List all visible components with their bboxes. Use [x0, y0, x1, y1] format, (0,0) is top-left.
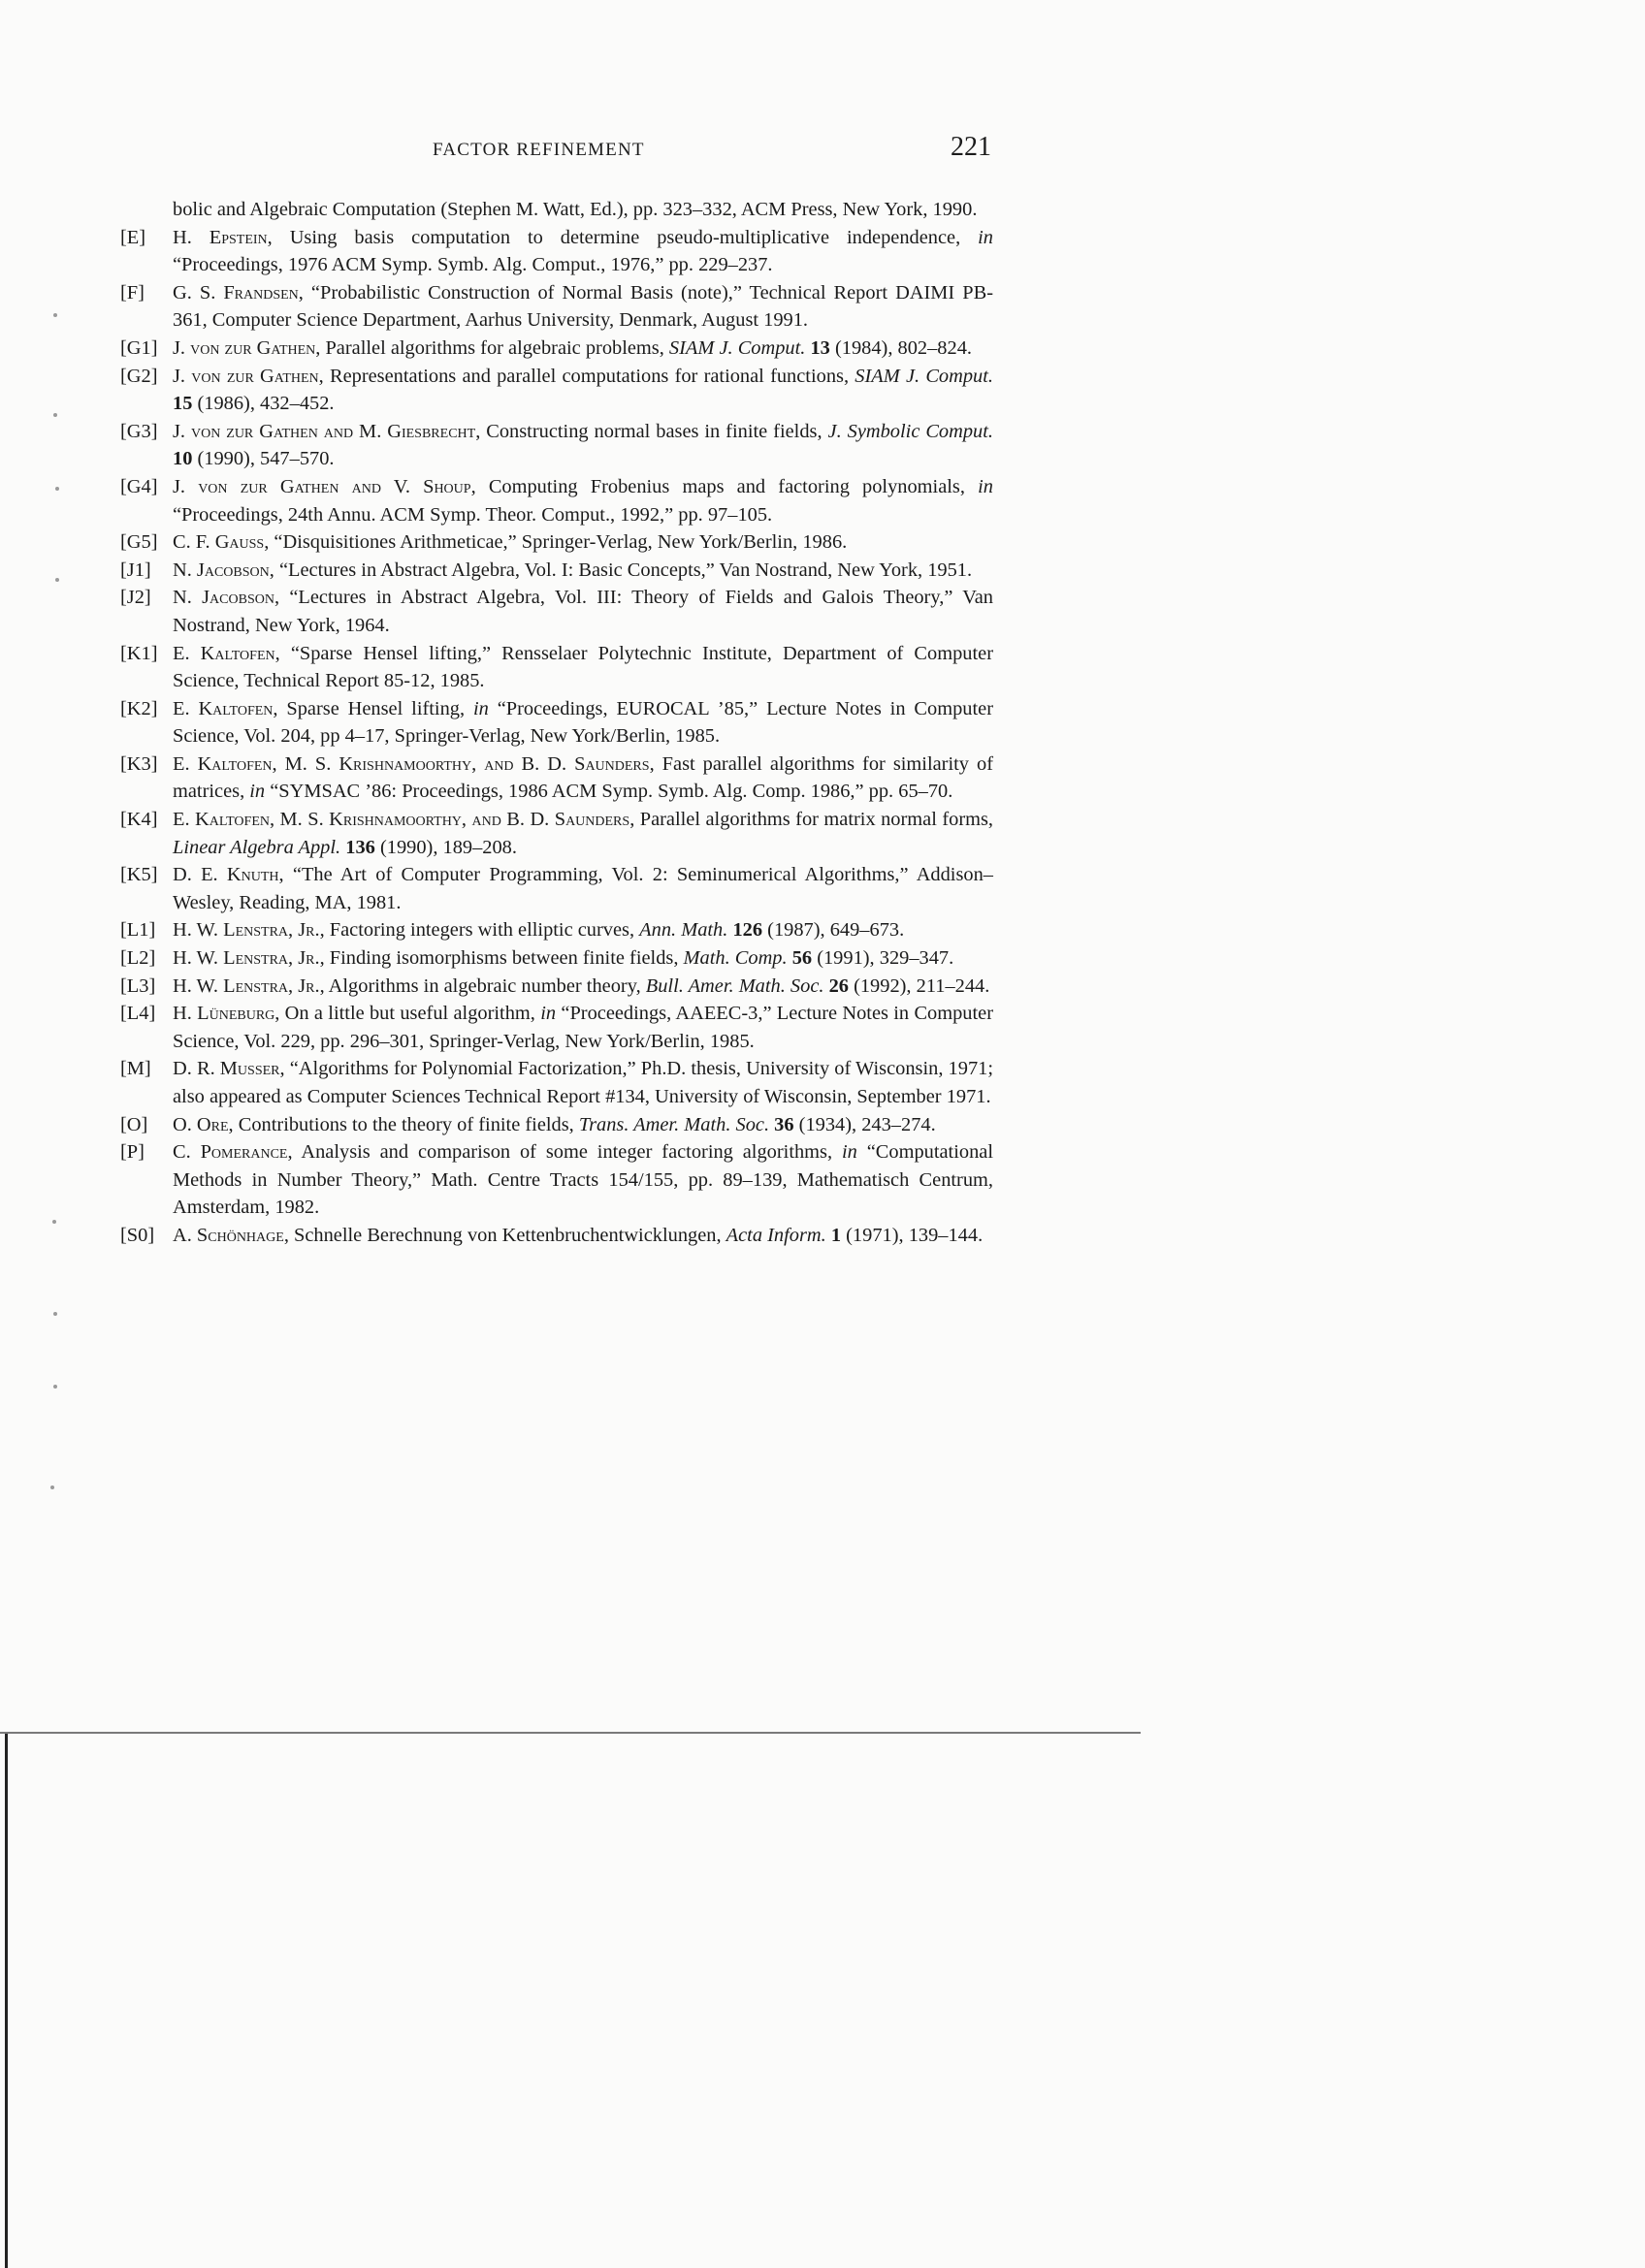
- reference-journal: Linear Algebra Appl.: [173, 836, 341, 858]
- reference-detail: “Proceedings, AAEEC-3,” Lecture Notes in Computer Science, Vol. 229, pp. 296–301, Springer-Verlag, New York/Berlin, 1985.: [173, 1003, 993, 1052]
- reference-author: A. Schönhage: [173, 1224, 284, 1246]
- scan-speck: [53, 1385, 57, 1389]
- reference-text: [173, 1055, 993, 1110]
- reference-entries: [120, 224, 993, 1250]
- reference-text: [173, 640, 993, 695]
- reference-text: [173, 528, 993, 557]
- reference-text: [173, 916, 993, 944]
- reference-detail: (1990), 547–570.: [192, 448, 335, 470]
- reference-entry: [120, 751, 993, 806]
- reference-journal: in: [841, 1141, 857, 1164]
- reference-text: [173, 1138, 993, 1222]
- reference-detail: , Using basis computation to determine pseudo-multiplicative independence,: [267, 226, 979, 248]
- reference-text: [173, 473, 993, 528]
- reference-entry: [120, 695, 993, 751]
- reference-journal: in: [978, 226, 993, 248]
- reference-detail: , Sparse Hensel lifting,: [273, 697, 473, 719]
- reference-text: [173, 944, 993, 973]
- scan-speck: [55, 487, 59, 491]
- reference-detail: , On a little but useful algorithm,: [274, 1003, 541, 1025]
- reference-text: [173, 973, 993, 1001]
- page-number: 221: [951, 132, 991, 162]
- reference-volume: 13: [810, 336, 830, 359]
- reference-journal: Bull. Amer. Math. Soc.: [645, 974, 824, 997]
- reference-author: J. von zur Gathen and V. Shoup: [173, 475, 471, 497]
- reference-author: E. Kaltofen: [173, 697, 274, 719]
- reference-entry: [120, 279, 993, 335]
- reference-journal: Acta Inform.: [726, 1224, 826, 1246]
- reference-detail: (1971), 139–144.: [841, 1224, 984, 1246]
- reference-text: [173, 557, 993, 585]
- reference-author: H. W. Lenstra, Jr.: [173, 919, 320, 942]
- reference-key: [G1]: [120, 336, 158, 359]
- reference-journal: in: [249, 781, 266, 803]
- reference-key: [K5]: [120, 864, 158, 886]
- reference-author: H. Epstein: [173, 226, 268, 248]
- reference-detail: , “Disquisitiones Arithmeticae,” Springer-Verlag, New York/Berlin, 1986.: [264, 531, 848, 554]
- reference-author: O. Ore: [173, 1113, 229, 1135]
- reference-detail: , “Lectures in Abstract Algebra, Vol. III: Theory of Fields and Galois Theory,” Van Nostrand, New York, 1964.: [173, 587, 994, 636]
- reference-entry: [120, 224, 993, 279]
- reference-volume: 1: [830, 1224, 842, 1246]
- reference-key: [J2]: [120, 587, 151, 609]
- reference-author: C. Pomerance: [173, 1141, 288, 1164]
- reference-detail: , Constructing normal bases in finite fields,: [475, 420, 828, 442]
- reference-detail: (1990), 189–208.: [374, 836, 517, 858]
- reference-detail: (1984), 802–824.: [829, 336, 972, 359]
- reference-volume: 56: [791, 947, 813, 970]
- reference-key: [L1]: [120, 919, 156, 942]
- reference-key: [G2]: [120, 365, 158, 387]
- reference-text: [173, 806, 993, 861]
- reference-entry: [120, 944, 993, 973]
- reference-author: E. Kaltofen, M. S. Krishnamoorthy, and B. D. Saunders: [173, 752, 650, 775]
- reference-detail: , Finding isomorphisms between finite fields,: [319, 947, 684, 970]
- reference-text: [173, 695, 993, 751]
- reference-detail: (1986), 432–452.: [192, 393, 335, 415]
- reference-journal: Math. Comp.: [683, 947, 788, 970]
- reference-volume: 26: [828, 974, 849, 997]
- reference-entry: [120, 973, 993, 1001]
- reference-entry: [120, 557, 993, 585]
- reference-entry: [120, 1111, 993, 1139]
- reference-author: J. von zur Gathen: [173, 336, 316, 359]
- reference-text: [173, 751, 993, 806]
- reference-detail: , Factoring integers with elliptic curves,: [319, 919, 640, 942]
- reference-detail: “Proceedings, 24th Annu. ACM Symp. Theor. Comput., 1992,” pp. 97–105.: [173, 503, 773, 526]
- reference-key: [K3]: [120, 752, 158, 775]
- reference-detail: “Proceedings, 1976 ACM Symp. Symb. Alg. Comput., 1976,” pp. 229–237.: [173, 254, 773, 276]
- reference-detail: , “Algorithms for Polynomial Factorization,” Ph.D. thesis, University of Wisconsin, 1971; also appeared as Computer Sciences Technical Report #134, University of Wisconsin, September 1971.: [173, 1058, 994, 1107]
- reference-text: [173, 224, 993, 279]
- reference-detail: , Algorithms in algebraic number theory,: [319, 974, 646, 997]
- reference-detail: , Computing Frobenius maps and factoring polynomials,: [470, 475, 979, 497]
- reference-entry: [120, 640, 993, 695]
- reference-author: D. E. Knuth: [173, 864, 279, 886]
- reference-text: [173, 1000, 993, 1055]
- reference-author: J. von zur Gathen: [173, 365, 319, 387]
- reference-entry: [120, 1222, 993, 1250]
- reference-detail: , Schnelle Berechnung von Kettenbruchentwicklungen,: [283, 1224, 726, 1246]
- reference-entry: [120, 584, 993, 639]
- reference-continuation: bolic and Algebraic Computation (Stephen M. Watt, Ed.), pp. 323–332, ACM Press, New York, 1990.: [173, 199, 978, 220]
- reference-author: E. Kaltofen, M. S. Krishnamoorthy, and B. D. Saunders: [173, 809, 630, 831]
- reference-text: [173, 861, 993, 916]
- reference-detail: , “Probabilistic Construction of Normal Basis (note),” Technical Report DAIMI PB-361, Computer Science Department, Aarhus University, Denmark, August 1991.: [173, 281, 993, 332]
- reference-journal: J. Symbolic Comput.: [827, 420, 993, 442]
- scan-edge-rule: [0, 1732, 1141, 1734]
- reference-text: [173, 363, 993, 418]
- scan-speck: [53, 313, 57, 317]
- reference-detail: (1991), 329–347.: [812, 947, 954, 970]
- reference-key: [L2]: [120, 947, 156, 970]
- reference-journal: Ann. Math.: [639, 919, 728, 942]
- page-header: [171, 132, 991, 171]
- reference-detail: , Contributions to the theory of finite fields,: [228, 1113, 579, 1135]
- reference-key: [M]: [120, 1058, 151, 1080]
- reference-detail: , “Lectures in Abstract Algebra, Vol. I: Basic Concepts,” Van Nostrand, New York, 1951.: [269, 559, 973, 581]
- scan-speck: [53, 413, 57, 417]
- reference-author: H. W. Lenstra, Jr.: [173, 947, 320, 970]
- reference-entry: [120, 916, 993, 944]
- reference-key: [G4]: [120, 475, 158, 497]
- reference-key: [G3]: [120, 420, 158, 442]
- reference-entry: [120, 1138, 993, 1222]
- reference-key: [P]: [120, 1141, 145, 1164]
- reference-volume: 36: [774, 1113, 794, 1135]
- reference-entry: [120, 528, 993, 557]
- reference-author: H. W. Lenstra, Jr.: [173, 974, 320, 997]
- reference-key: [K2]: [120, 697, 158, 719]
- reference-detail: , Parallel algorithms for algebraic problems,: [315, 336, 669, 359]
- reference-journal: in: [540, 1003, 557, 1025]
- reference-list: [120, 196, 993, 1250]
- reference-volume: 15: [173, 393, 193, 415]
- reference-detail: (1992), 211–244.: [848, 974, 990, 997]
- reference-key: [F]: [120, 281, 145, 303]
- reference-detail: “Proceedings, EUROCAL ’85,” Lecture Notes in Computer Science, Vol. 204, pp 4–17, Springer-Verlag, New York/Berlin, 1985.: [173, 697, 993, 748]
- reference-entry: [120, 418, 993, 473]
- scan-margin-edge: [5, 1734, 8, 2268]
- reference-text: [173, 584, 993, 639]
- reference-entry: [120, 806, 993, 861]
- reference-author: E. Kaltofen: [173, 642, 275, 664]
- reference-author: C. F. Gauss: [173, 531, 265, 554]
- reference-journal: Trans. Amer. Math. Soc.: [578, 1113, 770, 1135]
- reference-detail: , Parallel algorithms for matrix normal forms,: [629, 809, 993, 831]
- reference-author: H. Lüneburg: [173, 1003, 275, 1025]
- reference-entry: [120, 1000, 993, 1055]
- reference-text: [173, 335, 993, 363]
- reference-author: D. R. Musser: [173, 1058, 280, 1080]
- reference-author: N. Jacobson: [173, 587, 274, 609]
- scan-speck: [53, 1312, 57, 1316]
- reference-detail: (1987), 649–673.: [762, 919, 905, 942]
- reference-journal: SIAM J. Comput.: [855, 365, 993, 387]
- reference-detail: (1934), 243–274.: [793, 1113, 936, 1135]
- reference-journal: in: [472, 697, 489, 719]
- reference-volume: 126: [732, 919, 763, 942]
- reference-key: [L3]: [120, 974, 156, 997]
- reference-text: [173, 279, 993, 335]
- reference-journal: SIAM J. Comput.: [668, 336, 806, 359]
- reference-author: G. S. Frandsen: [173, 281, 299, 303]
- reference-detail: , “The Art of Computer Programming, Vol. 2: Seminumerical Algorithms,” Addison–Wesley, Reading, MA, 1981.: [173, 864, 993, 913]
- reference-entry: [120, 861, 993, 916]
- scan-speck: [55, 578, 59, 582]
- scan-speck: [52, 1220, 56, 1224]
- reference-volume: 136: [345, 836, 375, 858]
- reference-text: [173, 418, 993, 473]
- reference-key: [L4]: [120, 1003, 156, 1025]
- reference-volume: 10: [173, 448, 193, 470]
- reference-text: [173, 1222, 993, 1250]
- reference-detail: “Computational Methods in Number Theory,” Math. Centre Tracts 154/155, pp. 89–139, Mathematisch Centrum, Amsterdam, 1982.: [173, 1141, 993, 1219]
- reference-entry: [120, 363, 993, 418]
- reference-entry: [120, 335, 993, 363]
- reference-key: [G5]: [120, 531, 158, 554]
- reference-author: J. von zur Gathen and M. Giesbrecht: [173, 420, 476, 442]
- scan-speck: [50, 1485, 54, 1489]
- reference-detail: , Analysis and comparison of some integer factoring algorithms,: [287, 1141, 842, 1164]
- reference-journal: in: [978, 475, 993, 497]
- reference-text: [173, 1111, 993, 1139]
- reference-entry: [120, 473, 993, 528]
- running-head: FACTOR REFINEMENT: [433, 140, 645, 160]
- reference-key: [S0]: [120, 1224, 155, 1246]
- reference-key: [K4]: [120, 809, 158, 831]
- reference-detail: “SYMSAC ’86: Proceedings, 1986 ACM Symp. Symb. Alg. Comp. 1986,” pp. 65–70.: [265, 781, 953, 803]
- reference-key: [K1]: [120, 642, 158, 664]
- reference-key: [E]: [120, 226, 146, 248]
- reference-detail: , “Sparse Hensel lifting,” Rensselaer Polytechnic Institute, Department of Computer Science, Technical Report 85-12, 1985.: [173, 642, 993, 692]
- reference-detail: , Representations and parallel computations for rational functions,: [318, 365, 855, 387]
- reference-author: N. Jacobson: [173, 559, 270, 581]
- reference-key: [O]: [120, 1113, 148, 1135]
- reference-key: [J1]: [120, 559, 151, 581]
- reference-entry: [120, 1055, 993, 1110]
- reference-detail: , Fast parallel algorithms for similarity of matrices,: [173, 752, 993, 803]
